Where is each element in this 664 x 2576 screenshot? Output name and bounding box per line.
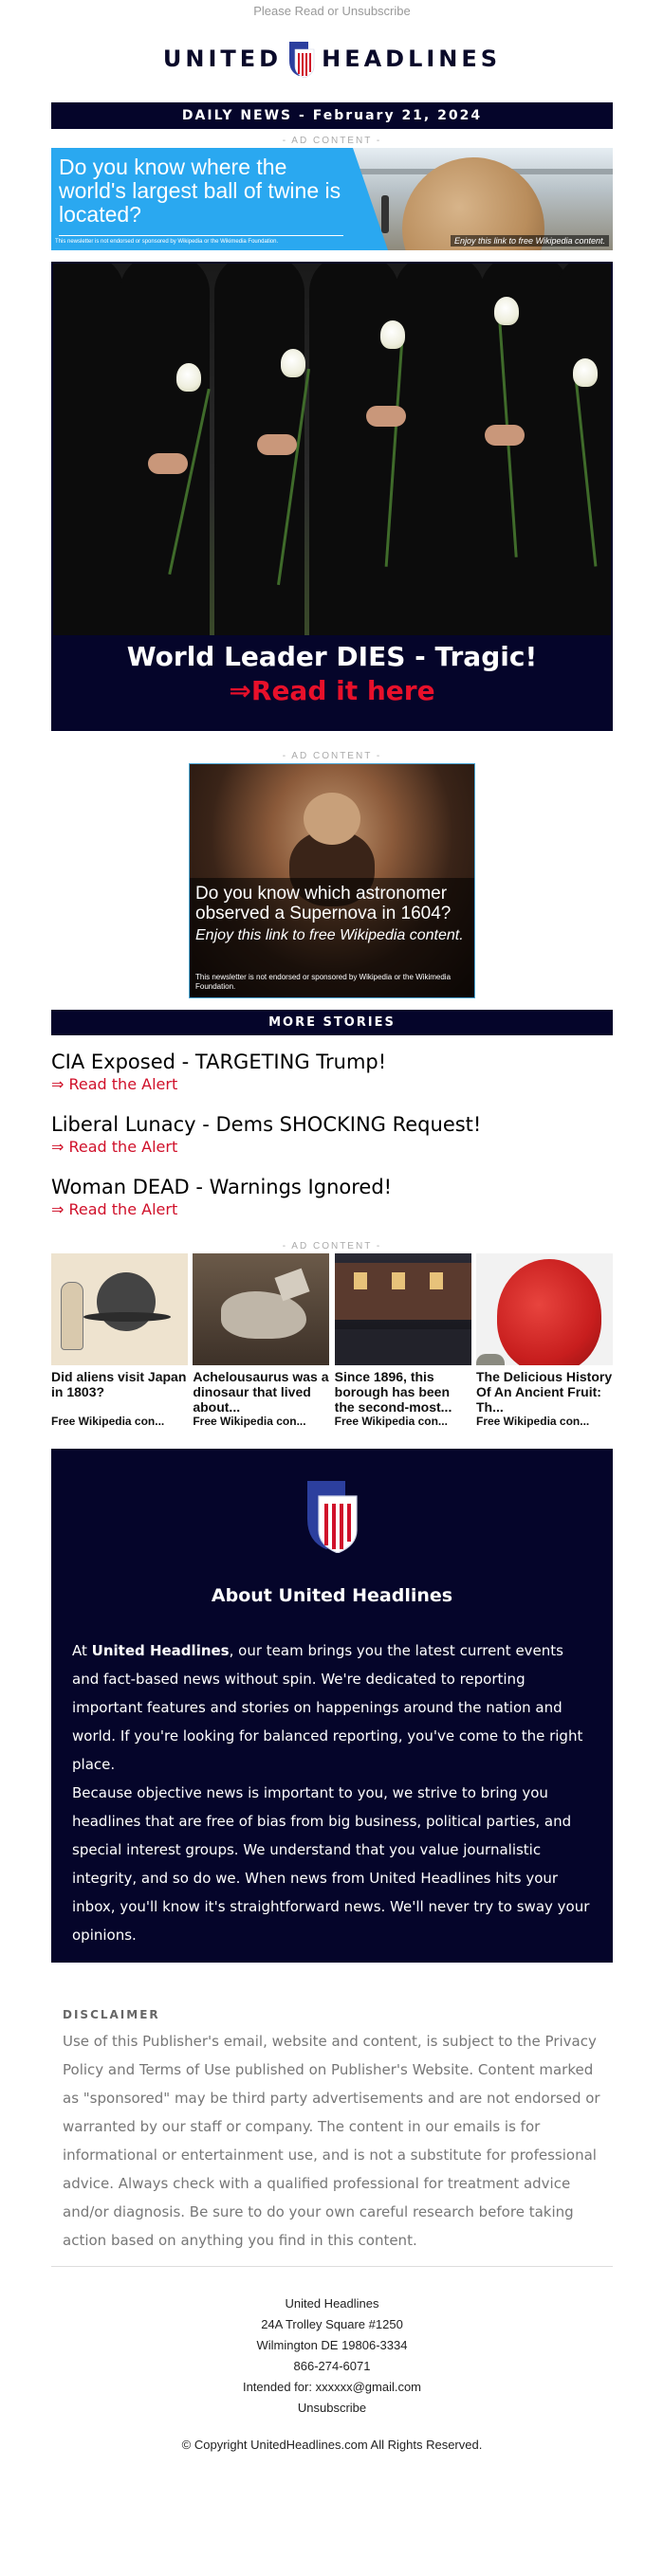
footer-address-2: Wilmington DE 19806-3334	[256, 2338, 408, 2352]
ad-card-title: Did aliens visit Japan in 1803?	[51, 1369, 187, 1399]
ad-astronomer-enjoy: Enjoy this link to free Wikipedia content.	[195, 927, 464, 943]
about-paragraph-2: Because objective news is important to you, we strive to bring you headlines that are free of bias from big business, political parties, and special interest groups. We understand that you value journalistic integrity, and so do we. When news from United Headlines hits your inbox, you'll know it's straightforward news. We'll never try to sway your opinions.	[72, 1784, 590, 1944]
about-p1-brand: United Headlines	[91, 1642, 230, 1659]
hero-read-link[interactable]: ⇒Read it here	[229, 675, 435, 706]
disclaimer-heading: DISCLAIMER	[63, 2008, 160, 2021]
preheader	[51, 0, 613, 21]
ad-card[interactable]	[193, 1253, 329, 1434]
about-p1-rest: , our team brings you the latest current events and fact-based news without spin. We're dedicated to reporting important features and stories on happenings around the nation and world. If you're looking for balanced reporting, you've come to the right place.	[72, 1642, 583, 1773]
ad-card-title: The Delicious History Of An Ancient Fruit: Th...	[475, 1369, 613, 1415]
story-read-link[interactable]: ⇒ Read the Alert	[51, 1075, 178, 1093]
story-item[interactable]	[51, 1111, 613, 1157]
ad-card-title: Achelousaurus was a dinosaur that lived about...	[193, 1369, 329, 1415]
ad-card-title: Since 1896, this borough has been the second-most...	[334, 1369, 452, 1415]
about-paragraph-1	[72, 1636, 592, 1779]
ad-twine-caption: Enjoy this link to free Wikipedia content.	[451, 235, 609, 247]
shield-flag-icon	[287, 40, 316, 78]
ad-card[interactable]	[335, 1253, 471, 1434]
story-item[interactable]	[51, 1174, 613, 1219]
ad-twine-title: Do you know where the world's largest ball of twine is located?	[59, 155, 341, 227]
ad-astronomer-fine-print: This newsletter is not endorsed or sponsored by Wikipedia or the Wikimedia Foundation.	[195, 973, 452, 991]
about-section	[51, 1449, 613, 1963]
story-read-link[interactable]: ⇒ Read the Alert	[51, 1200, 178, 1218]
copyright: © Copyright UnitedHeadlines.com All Rights Reserved.	[181, 2438, 483, 2452]
ad-astronomer-question: Do you know which astronomer observed a Supernova in 1604?	[195, 884, 452, 923]
ad-twine-banner[interactable]	[51, 148, 613, 250]
shield-flag-icon	[304, 1477, 360, 1553]
ad-card-image-strawberry	[476, 1253, 613, 1365]
about-heading: About United Headlines	[211, 1585, 453, 1606]
ad-label: - AD CONTENT -	[282, 751, 382, 761]
ad-card-source: Free Wikipedia con...	[334, 1415, 448, 1428]
footer	[51, 2293, 613, 2419]
footer-address-1: 24A Trolley Square #1250	[261, 2317, 403, 2331]
brand-right: HEADLINES	[322, 46, 502, 72]
ad-twine-divider	[59, 235, 343, 236]
story-item[interactable]	[51, 1049, 613, 1094]
footer-phone: 866-274-6071	[293, 2359, 371, 2373]
story-title[interactable]: CIA Exposed - TARGETING Trump!	[51, 1050, 387, 1073]
ad-card-source: Free Wikipedia con...	[51, 1415, 165, 1428]
dateline: DAILY NEWS - February 21, 2024	[51, 102, 613, 129]
hero-headline: World Leader DIES - Tragic!	[126, 641, 538, 672]
unsubscribe-link[interactable]: Unsubscribe	[297, 2401, 367, 2415]
ad-card-source: Free Wikipedia con...	[193, 1415, 306, 1428]
ad-card[interactable]	[51, 1253, 188, 1434]
ad-card-image-ufo	[51, 1253, 188, 1365]
preheader-link[interactable]: Please Read or Unsubscribe	[253, 4, 411, 18]
ad-label: - AD CONTENT -	[282, 1241, 382, 1251]
ad-card-grid	[51, 1253, 613, 1434]
story-title[interactable]: Liberal Lunacy - Dems SHOCKING Request!	[51, 1113, 482, 1136]
footer-company: United Headlines	[285, 2296, 379, 2311]
more-stories-header: MORE STORIES	[51, 1010, 613, 1035]
story-read-link[interactable]: ⇒ Read the Alert	[51, 1138, 178, 1156]
ad-label: - AD CONTENT -	[282, 136, 382, 146]
brand-left: UNITED	[162, 46, 283, 72]
ad-card-source: Free Wikipedia con...	[475, 1415, 590, 1428]
hero-funeral-image	[53, 264, 611, 635]
disclaimer-text: Use of this Publisher's email, website and content, is subject to the Privacy Policy and Terms of Use published on Publisher's Website. Content marked as "sponsored" may be third party advertisements and are not endorsed or warranted by our staff or company. The content in our emails is for informational or entertainment use, and is not a substitute for professional advice. Always check with a qualified professional for treatment advice and/or diagnosis. Be sure to do your own careful research before taking action based on anything you find in this content.	[63, 2033, 600, 2249]
ad-card[interactable]	[476, 1253, 613, 1434]
hero-story[interactable]	[51, 262, 613, 731]
ad-astronomer[interactable]	[51, 763, 613, 998]
ad-card-image-borough	[335, 1253, 471, 1365]
brand-logo[interactable]	[51, 30, 613, 87]
disclaimer	[51, 2008, 613, 2255]
story-title[interactable]: Woman DEAD - Warnings Ignored!	[51, 1176, 393, 1198]
about-p1-prefix: At	[72, 1642, 92, 1659]
footer-divider	[51, 2266, 613, 2267]
footer-intended: Intended for: xxxxxx@gmail.com	[242, 2380, 422, 2394]
ad-card-image-dinosaur	[193, 1253, 329, 1365]
ad-twine-fine-print: This newsletter is not endorsed or sponsored by Wikipedia or the Wikimedia Foundation.	[55, 239, 279, 245]
